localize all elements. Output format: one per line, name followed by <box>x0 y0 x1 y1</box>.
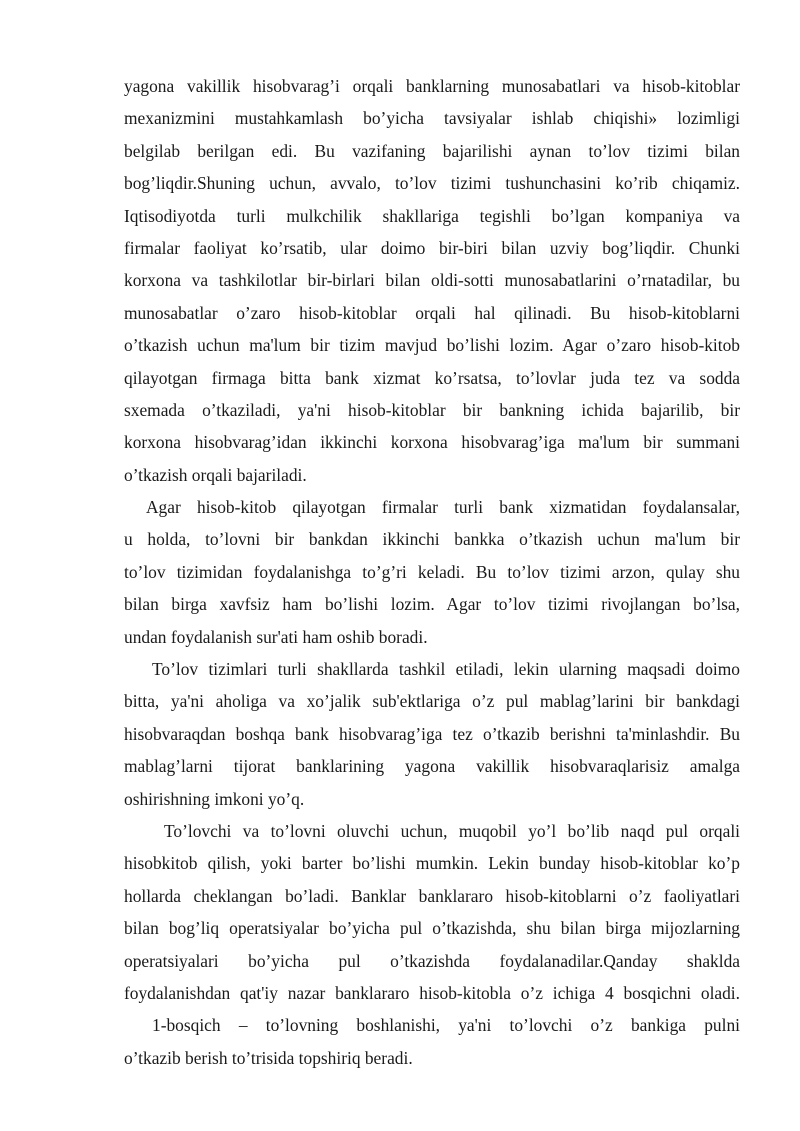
text-line: undan foydalanish sur'ati ham oshib boradi. <box>124 626 428 647</box>
text-line: yagona vakillik hisobvarag’i orqali banklarning munosabatlari va hisob-kitoblar <box>124 76 740 96</box>
text-line: bilan bog’liq operatsiyalar bo’yicha pul o’tkazishda, shu bilan birga mijozlarning <box>124 918 740 939</box>
text-line: korxona va tashkilotlar bir-birlari bilan oldi-sotti munosabatlarini o’rnatadilar, bu <box>124 270 740 291</box>
document-body <box>124 70 740 1074</box>
text-line: bog’liqdir.Shuning uchun, avvalo, to’lov tizimi tushunchasini ko’rib chiqamiz. <box>124 173 740 194</box>
text-line: sxemada o’tkaziladi, ya'ni hisob-kitoblar bir bankning ichida bajarilib, bir <box>124 399 740 420</box>
text-line: Iqtisodiyotda turli mulkchilik shakllariga tegishli bo’lgan kompaniya va <box>124 205 740 226</box>
text-line: hisobvaraqdan boshqa bank hisobvarag’iga tez o’tkazib berishni ta'minlashdir. Bu <box>124 723 740 744</box>
text-line: to’lov tizimidan foydalanishga to’g’ri keladi. Bu to’lov tizimi arzon, qulay shu <box>124 561 740 582</box>
text-line: 1-bosqich – to’lovning boshlanishi, ya'ni to’lovchi o’z bankiga pulni <box>152 1015 740 1036</box>
text-line: mablag’larni tijorat banklarining yagona vakillik hisobvaraqlarisiz amalga <box>124 756 740 777</box>
text-line: mexanizmini mustahkamlash bo’yicha tavsiyalar ishlab chiqishi» lozimligi <box>124 108 740 129</box>
text-line: belgilab berilgan edi. Bu vazifaning bajarilishi aynan to’lov tizimi bilan <box>124 140 740 161</box>
text-line: hollarda cheklangan bo’ladi. Banklar banklararo hisob-kitoblarni o’z faoliyatlari <box>124 885 740 906</box>
text-line: o’tkazish uchun ma'lum bir tizim mavjud bo’lishi lozim. Agar o’zaro hisob-kitob <box>124 335 740 356</box>
text-line: qilayotgan firmaga bitta bank xizmat ko’rsatsa, to’lovlar juda tez va sodda <box>124 367 740 388</box>
text-line: hisobkitob qilish, yoki barter bo’lishi mumkin. Lekin bunday hisob-kitoblar ko’p <box>124 853 740 874</box>
text-line: korxona hisobvarag’idan ikkinchi korxona hisobvarag’iga ma'lum bir summani <box>124 432 740 453</box>
text-line: u holda, to’lovni bir bankdan ikkinchi bankka o’tkazish uchun ma'lum bir <box>124 529 740 550</box>
text-line: munosabatlar o’zaro hisob-kitoblar orqali hal qilinadi. Bu hisob-kitoblarni <box>124 302 740 323</box>
text-line: To’lov tizimlari turli shakllarda tashkil etiladi, lekin ularning maqsadi doimo <box>152 659 740 680</box>
text-line: bilan birga xavfsiz ham bo’lishi lozim. Agar to’lov tizimi rivojlangan bo’lsa, <box>124 594 740 615</box>
text-line: operatsiyalari bo’yicha pul o’tkazishda foydalanadilar.Qanday shaklda <box>124 950 740 971</box>
text-line: foydalanishdan qat'iy nazar banklararo hisob-kitobla o’z ichiga 4 bosqichni oladi. <box>124 982 740 1003</box>
text-line: bitta, ya'ni aholiga va xo’jalik sub'ektlariga o’z pul mablag’larini bir bankdagi <box>124 691 740 712</box>
text-line: o’tkazish orqali bajariladi. <box>124 464 307 485</box>
text-line: To’lovchi va to’lovni oluvchi uchun, muqobil yo’l bo’lib naqd pul orqali <box>164 820 740 841</box>
text-line: firmalar faoliyat ko’rsatib, ular doimo bir-biri bilan uzviy bog’liqdir. Chunki <box>124 237 740 258</box>
text-line: o’tkazib berish to’trisida topshiriq beradi. <box>124 1047 413 1068</box>
text-line: oshirishning imkoni yo’q. <box>124 788 305 809</box>
text-line: Agar hisob-kitob qilayotgan firmalar turli bank xizmatidan foydalansalar, <box>146 497 740 518</box>
